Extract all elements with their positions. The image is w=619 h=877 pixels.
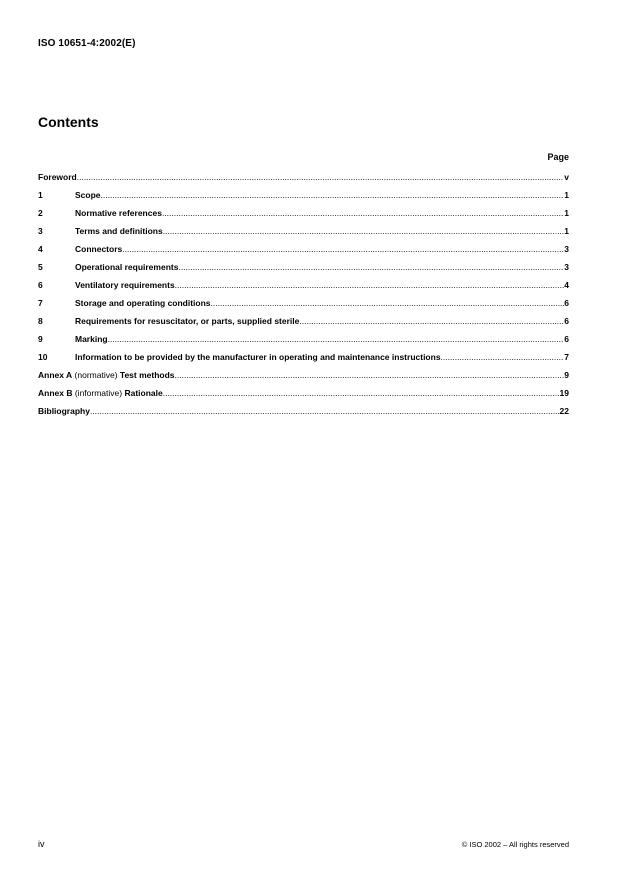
toc-entry-page: 3 <box>564 262 569 272</box>
footer-page-number: iv <box>38 839 45 849</box>
annex-label: Annex A <box>38 370 73 380</box>
toc-entry-number: 8 <box>38 316 43 326</box>
toc-entry-page: 9 <box>564 370 569 380</box>
annex-title: Test methods <box>119 370 175 380</box>
toc-entry-number: 1 <box>38 190 43 200</box>
toc-entry-title: Ventilatory requirements <box>75 280 175 290</box>
toc-entry-title: Information to be provided by the manufacturer in operating and maintenance instructions <box>75 352 441 362</box>
toc-entry-operational-requirements[interactable] <box>38 261 569 273</box>
toc-leader-dots <box>175 279 565 291</box>
toc-entry-page: 6 <box>564 316 569 326</box>
toc-entry-foreword[interactable] <box>38 171 569 183</box>
toc-entry-page: 1 <box>564 190 569 200</box>
toc-entry-sterile-requirements[interactable] <box>38 315 569 327</box>
footer-copyright: © ISO 2002 – All rights reserved <box>461 840 569 849</box>
toc-entry-number: 10 <box>38 352 48 362</box>
toc-leader-dots <box>441 351 565 363</box>
toc-entry-manufacturer-information[interactable] <box>38 351 569 363</box>
contents-heading: Contents <box>38 114 99 130</box>
toc-entry-title: Terms and definitions <box>75 226 163 236</box>
toc-leader-dots <box>162 207 564 219</box>
toc-entry-number: 7 <box>38 298 43 308</box>
toc-entry-page: 1 <box>564 208 569 218</box>
annex-label: Annex B <box>38 388 73 398</box>
toc-entry-title: Operational requirements <box>75 262 179 272</box>
toc-entry-title: Foreword <box>38 172 77 182</box>
toc-leader-dots <box>163 225 565 237</box>
toc-entry-marking[interactable] <box>38 333 569 345</box>
toc-entry-number: 3 <box>38 226 43 236</box>
toc-entry-scope[interactable] <box>38 189 569 201</box>
toc-entry-annex-b[interactable] <box>38 387 569 399</box>
toc-leader-dots <box>163 387 560 399</box>
toc-entry-annex-a[interactable] <box>38 369 569 381</box>
toc-leader-dots <box>299 315 564 327</box>
toc-entry-connectors[interactable] <box>38 243 569 255</box>
toc-entry-normative-references[interactable] <box>38 207 569 219</box>
toc-leader-dots <box>77 171 565 183</box>
toc-entry-number: 4 <box>38 244 43 254</box>
toc-entry-page: 6 <box>564 334 569 344</box>
toc-entry-number: 2 <box>38 208 43 218</box>
toc-leader-dots <box>211 297 565 309</box>
toc-leader-dots <box>90 405 560 417</box>
toc-entry-number: 9 <box>38 334 43 344</box>
annex-title: Rationale <box>124 388 163 398</box>
toc-entry-number: 6 <box>38 280 43 290</box>
page-column-label: Page <box>547 152 569 162</box>
toc-entry-title: Marking <box>75 334 108 344</box>
toc-entry-title: Normative references <box>75 208 162 218</box>
toc-leader-dots <box>108 333 565 345</box>
toc-entry-ventilatory-requirements[interactable] <box>38 279 569 291</box>
toc-entry-bibliography[interactable] <box>38 405 569 417</box>
toc-entry-page: 3 <box>564 244 569 254</box>
toc-entry-title: Connectors <box>75 244 123 254</box>
toc-leader-dots <box>178 261 564 273</box>
toc-entry-number: 5 <box>38 262 43 272</box>
toc-entry-title: Storage and operating conditions <box>75 298 211 308</box>
document-header: ISO 10651-4:2002(E) <box>38 38 136 49</box>
toc-entry-page: 6 <box>564 298 569 308</box>
toc-entry-title: Scope <box>75 190 101 200</box>
toc-entry-page: 19 <box>559 388 569 398</box>
annex-type: (informative) <box>72 388 125 398</box>
toc-entry-title <box>38 369 175 381</box>
toc-leader-dots <box>175 369 565 381</box>
toc-entry-title: Bibliography <box>38 406 90 416</box>
toc-entry-title <box>38 387 163 399</box>
toc-entry-page: 22 <box>559 406 569 416</box>
toc-entry-terms-and-definitions[interactable] <box>38 225 569 237</box>
toc-entry-page: 1 <box>564 226 569 236</box>
toc-leader-dots <box>122 243 564 255</box>
toc-entry-page: 7 <box>564 352 569 362</box>
toc-entry-page: 4 <box>564 280 569 290</box>
toc-entry-page: v <box>564 172 569 182</box>
toc-leader-dots <box>101 189 565 201</box>
annex-type: (normative) <box>72 370 120 380</box>
toc-entry-title: Requirements for resuscitator, or parts, supplied sterile <box>75 316 300 326</box>
toc-entry-storage-and-operating-conditions[interactable] <box>38 297 569 309</box>
